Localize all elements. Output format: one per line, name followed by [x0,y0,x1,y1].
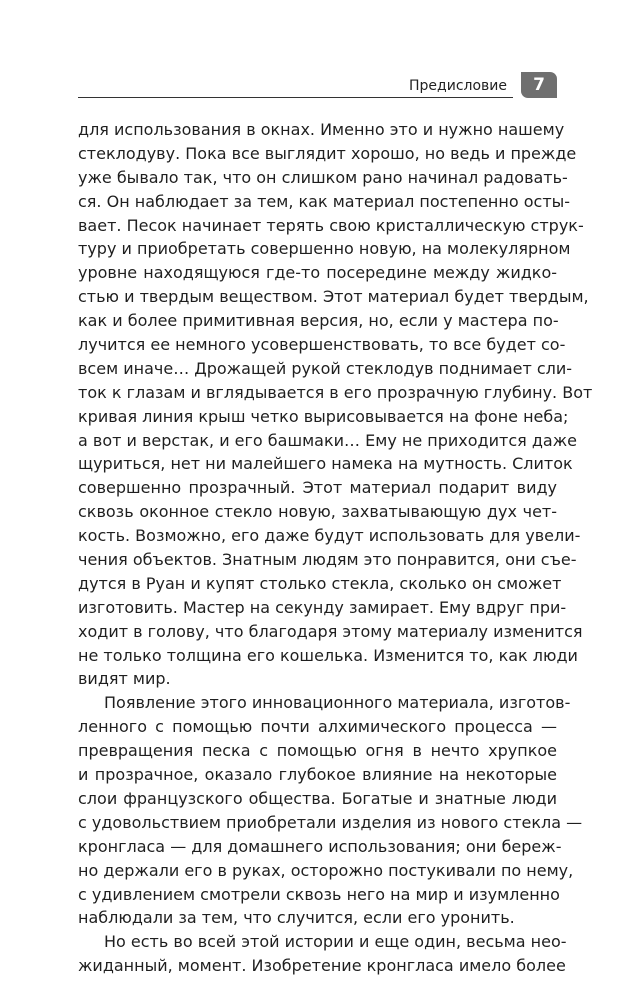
text-line: щуриться, нет ни малейшего намека на мутность. Слиток [78,454,573,474]
text-line: кость. Возможно, его даже будут использовать для увели- [78,526,581,546]
text-line: чения объектов. Знатным людям это понравится, они съе- [78,550,577,570]
running-header-title: Предисловие [409,78,507,94]
text-line: и прозрачное, оказало глубокое влияние на некоторые [78,765,557,785]
text-line: слои французского общества. Богатые и знатные люди [78,788,557,808]
text-line: совершенно прозрачный. Этот материал подарит виду [78,478,557,498]
text-line: изготовить. Мастер на секунду замирает. Ему вдруг при- [78,597,567,617]
text-line: лучится ее немного усовершенствовать, то все будет со- [78,335,566,355]
text-line: стеклодуву. Пока все выглядит хорошо, но ведь и прежде [78,143,577,163]
text-line: ток к глазам и вглядывается в его прозрачную глубину. Вот [78,382,593,402]
text-line: не только толщина его кошелька. Изменится то, как люди [78,645,578,665]
text-line: но держали его в руках, осторожно постукивали по нему, [78,860,574,880]
text-line: уже бывало так, что он слишком рано начинал радовать- [78,167,568,187]
text-line: превращения песка с помощью огня в нечто хрупкое [78,741,557,761]
text-line: вает. Песок начинает терять свою кристаллическую струк- [78,215,584,235]
text-line: ленного с помощью почти алхимического процесса — [78,717,557,737]
text-line: туру и приобретать совершенно новую, на молекулярном [78,239,571,259]
text-line: сквозь оконное стекло новую, захватывающую дух чет- [78,502,557,522]
text-line: Но есть во всей этой истории и еще один, весьма нео- [104,932,567,952]
text-line: а вот и верстак, и его башмаки… Ему не приходится даже [78,430,577,450]
text-line: стью и твердым веществом. Этот материал будет твердым, [78,287,589,307]
paragraph [78,930,567,978]
text-line: с удивлением смотрели сквозь него на мир и изумленно [78,884,560,904]
text-line: наблюдали за тем, что случится, если его уронить. [78,908,515,928]
paragraph [78,118,593,691]
text-line: жиданный, момент. Изобретение кронгласа имело более [78,956,566,976]
paragraph [78,691,583,930]
text-line: с удовольствием приобретали изделия из нового стекла — [78,812,583,832]
text-line: кронгласа — для домашнего использования; они береж- [78,836,562,856]
text-line: видят мир. [78,669,171,689]
text-line: Появление этого инновационного материала, изготов- [104,693,571,713]
text-line: для использования в окнах. Именно это и нужно нашему [78,120,565,139]
text-line: как и более примитивная версия, но, если у мастера по- [78,311,559,331]
text-line: ся. Он наблюдает за тем, как материал постепенно осты- [78,191,571,211]
page-number-badge: 7 [521,72,557,98]
header-rule [78,97,513,98]
text-line: кривая линия крыш четко вырисовывается на фоне неба; [78,406,569,426]
running-header [78,72,557,102]
body-text [78,118,593,978]
text-line: всем иначе… Дрожащей рукой стеклодув поднимает сли- [78,358,573,378]
text-line: ходит в голову, что благодаря этому материалу изменится [78,621,583,641]
text-line: уровне находящуюся где-то посередине между жидко- [78,263,557,283]
text-line: дутся в Руан и купят столько стекла, сколько он сможет [78,573,562,593]
